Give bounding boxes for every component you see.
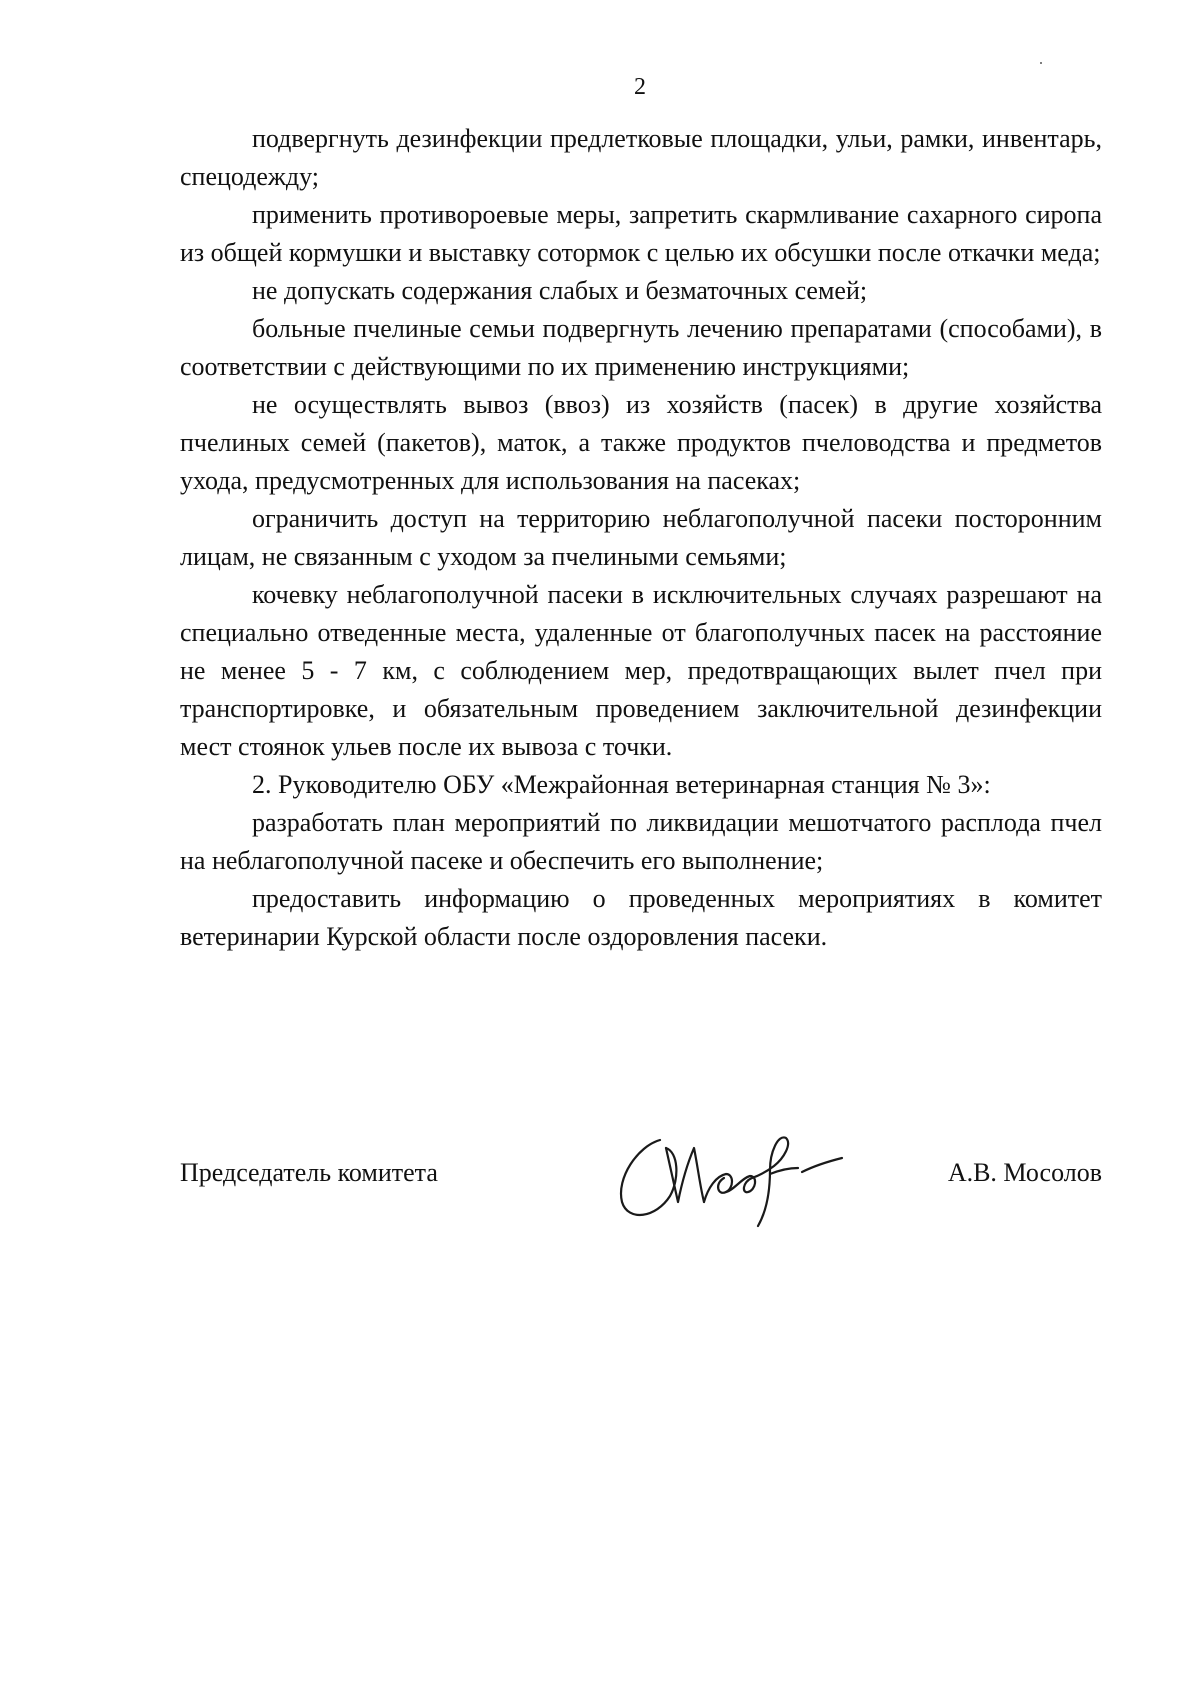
signature-block	[180, 1118, 1102, 1238]
paragraph-weak-colonies: не допускать содержания слабых и безматочных семей;	[252, 276, 868, 305]
signatory-name: А.В. Мосолов	[947, 1158, 1102, 1187]
page-number: 2	[634, 74, 646, 100]
paragraph-anti-swarming: применить противороевые меры, запретить скармливание сахарного сиропа из общей кормушки и выставку сотормок с целью их обсушки после откачки меда;	[180, 200, 1102, 267]
paragraph-action-plan: разработать план мероприятий по ликвидации мешотчатого расплода пчел на неблагополучной пасеке и обеспечить его выполнение;	[180, 808, 1102, 875]
paragraph-transport-ban: не осуществлять вывоз (ввоз) из хозяйств (пасек) в другие хозяйства пчелиных семей (пакетов), маток, а также продуктов пчеловодства и предметов ухода, предусмотренных для использования на пасеках;	[180, 390, 1102, 495]
paragraph-treatment: больные пчелиные семьи подвергнуть лечению препаратами (способами), в соответствии с действующими по их применению инструкциями;	[180, 314, 1102, 381]
paragraph-section-2-heading: 2. Руководителю ОБУ «Межрайонная ветеринарная станция № 3»:	[252, 770, 991, 799]
paragraph-disinfection: подвергнуть дезинфекции предлетковые площадки, ульи, рамки, инвентарь, спецодежду;	[180, 124, 1102, 191]
paragraph-access-restriction: ограничить доступ на территорию неблагополучной пасеки посторонним лицам, не связанным с уходом за пчелиными семьями;	[180, 504, 1102, 571]
signatory-role: Председатель комитета	[180, 1158, 438, 1187]
handwritten-signature-icon	[608, 1118, 878, 1233]
scan-speck	[1040, 62, 1042, 64]
document-body	[180, 120, 1102, 956]
paragraph-report: предоставить информацию о проведенных мероприятиях в комитет ветеринарии Курской области после оздоровления пасеки.	[180, 884, 1102, 951]
paragraph-nomadic-apiary: кочевку неблагополучной пасеки в исключительных случаях разрешают на специально отведенные места, удаленные от благополучных пасек на расстояние не менее 5 - 7 км, с соблюдением мер, предотвращающих вылет пчел при транспортировке, и обязательным проведением заключительной дезинфекции мест стоянок ульев после их вывоза с точки.	[180, 580, 1102, 761]
